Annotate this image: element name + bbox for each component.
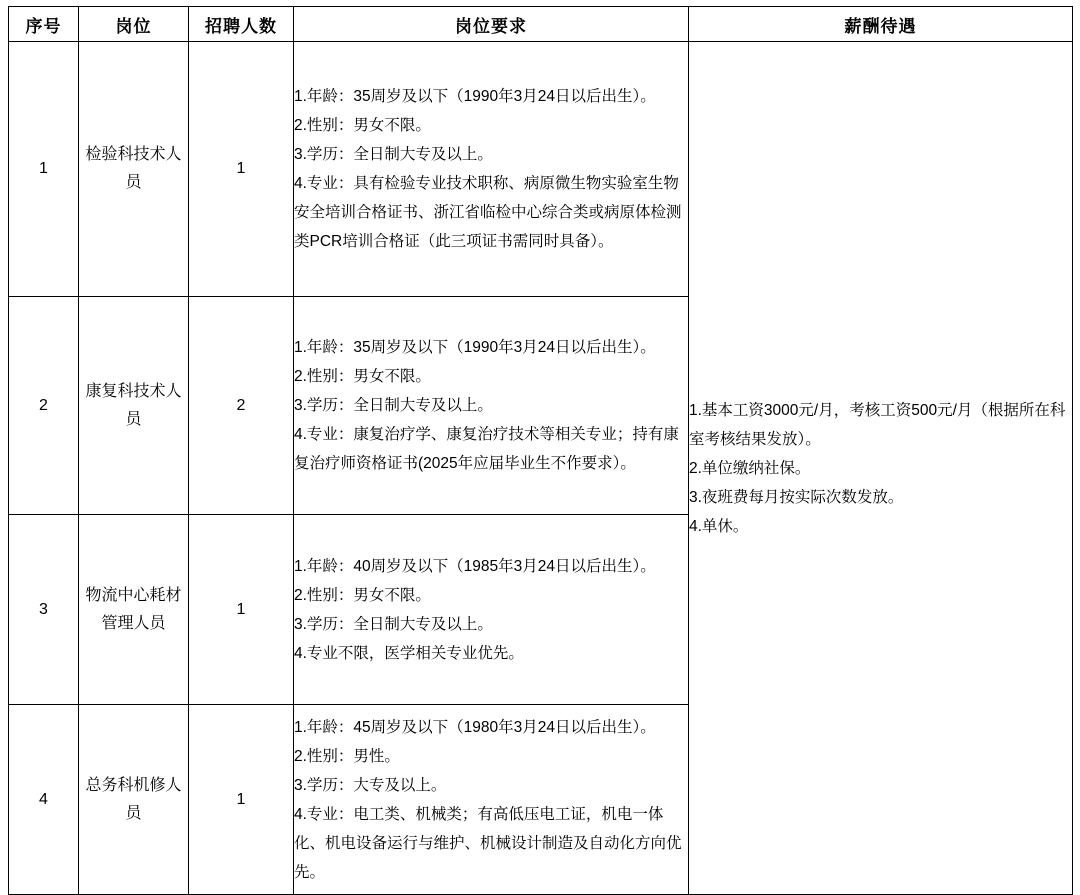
row-count: 1 — [189, 515, 294, 705]
table-body — [9, 42, 1073, 895]
row-post: 物流中心耗材管理人员 — [79, 515, 189, 705]
row-post: 检验科技术人员 — [79, 42, 189, 297]
requirement-line: 3.学历：全日制大专及以上。 — [294, 146, 493, 163]
header-post: 岗位 — [79, 7, 189, 42]
row-requirements — [294, 705, 689, 895]
row-requirements — [294, 42, 689, 297]
requirement-line: 3.学历：全日制大专及以上。 — [294, 615, 493, 633]
salary-line: 2.单位缴纳社保。 — [689, 459, 811, 477]
requirement-line: 2.性别：男性。 — [294, 747, 400, 765]
requirement-line: 1.年龄：35周岁及以下（1990年3月24日以后出生）。 — [294, 339, 656, 356]
salary-line: 3.夜班费每月按实际次数发放。 — [689, 488, 904, 506]
requirement-line: 1.年龄：35周岁及以下（1990年3月24日以后出生）。 — [294, 88, 656, 105]
row-count: 1 — [189, 42, 294, 297]
table-row — [9, 42, 1073, 297]
row-post: 总务科机修人员 — [79, 705, 189, 895]
requirement-line: 1.年龄：45周岁及以下（1980年3月24日以后出生）。 — [294, 718, 656, 736]
requirement-line: 1.年龄：40周岁及以下（1985年3月24日以后出生）。 — [294, 557, 656, 575]
recruitment-table — [8, 6, 1073, 895]
requirement-line: 4.专业：康复治疗学、康复治疗技术等相关专业；持有康复治疗师资格证书(2025年应届毕业生不作要求）。 — [294, 426, 679, 472]
salary-cell — [689, 42, 1073, 895]
requirement-line: 4.专业：具有检验专业技术职称、病原微生物实验室生物安全培训合格证书、浙江省临检中心综合类或病原体检测类PCR培训合格证（此三项证书需同时具备）。 — [294, 175, 682, 250]
requirement-line: 2.性别：男女不限。 — [294, 586, 431, 604]
header-row — [9, 7, 1073, 42]
row-count: 1 — [189, 705, 294, 895]
header-index: 序号 — [9, 7, 79, 42]
row-index: 1 — [9, 42, 79, 297]
row-count: 2 — [189, 297, 294, 515]
row-index: 3 — [9, 515, 79, 705]
table-header — [9, 7, 1073, 42]
row-index: 4 — [9, 705, 79, 895]
header-salary: 薪酬待遇 — [689, 7, 1073, 42]
salary-line: 4.单休。 — [689, 517, 749, 535]
row-requirements — [294, 297, 689, 515]
header-count: 招聘人数 — [189, 7, 294, 42]
requirement-line: 3.学历：大专及以上。 — [294, 776, 447, 794]
row-post: 康复科技术人员 — [79, 297, 189, 515]
row-requirements — [294, 515, 689, 705]
row-index: 2 — [9, 297, 79, 515]
requirement-line: 4.专业：电工类、机械类；有高低压电工证，机电一体化、机电设备运行与维护、机械设计制造及自动化方向优先。 — [294, 805, 682, 881]
requirement-line: 3.学历：全日制大专及以上。 — [294, 397, 493, 414]
requirement-line: 2.性别：男女不限。 — [294, 117, 431, 134]
salary-line: 1.基本工资3000元/月，考核工资500元/月（根据所在科室考核结果发放）。 — [689, 401, 1066, 448]
requirement-line: 2.性别：男女不限。 — [294, 368, 431, 385]
requirement-line: 4.专业不限，医学相关专业优先。 — [294, 644, 524, 662]
header-requirements: 岗位要求 — [294, 7, 689, 42]
